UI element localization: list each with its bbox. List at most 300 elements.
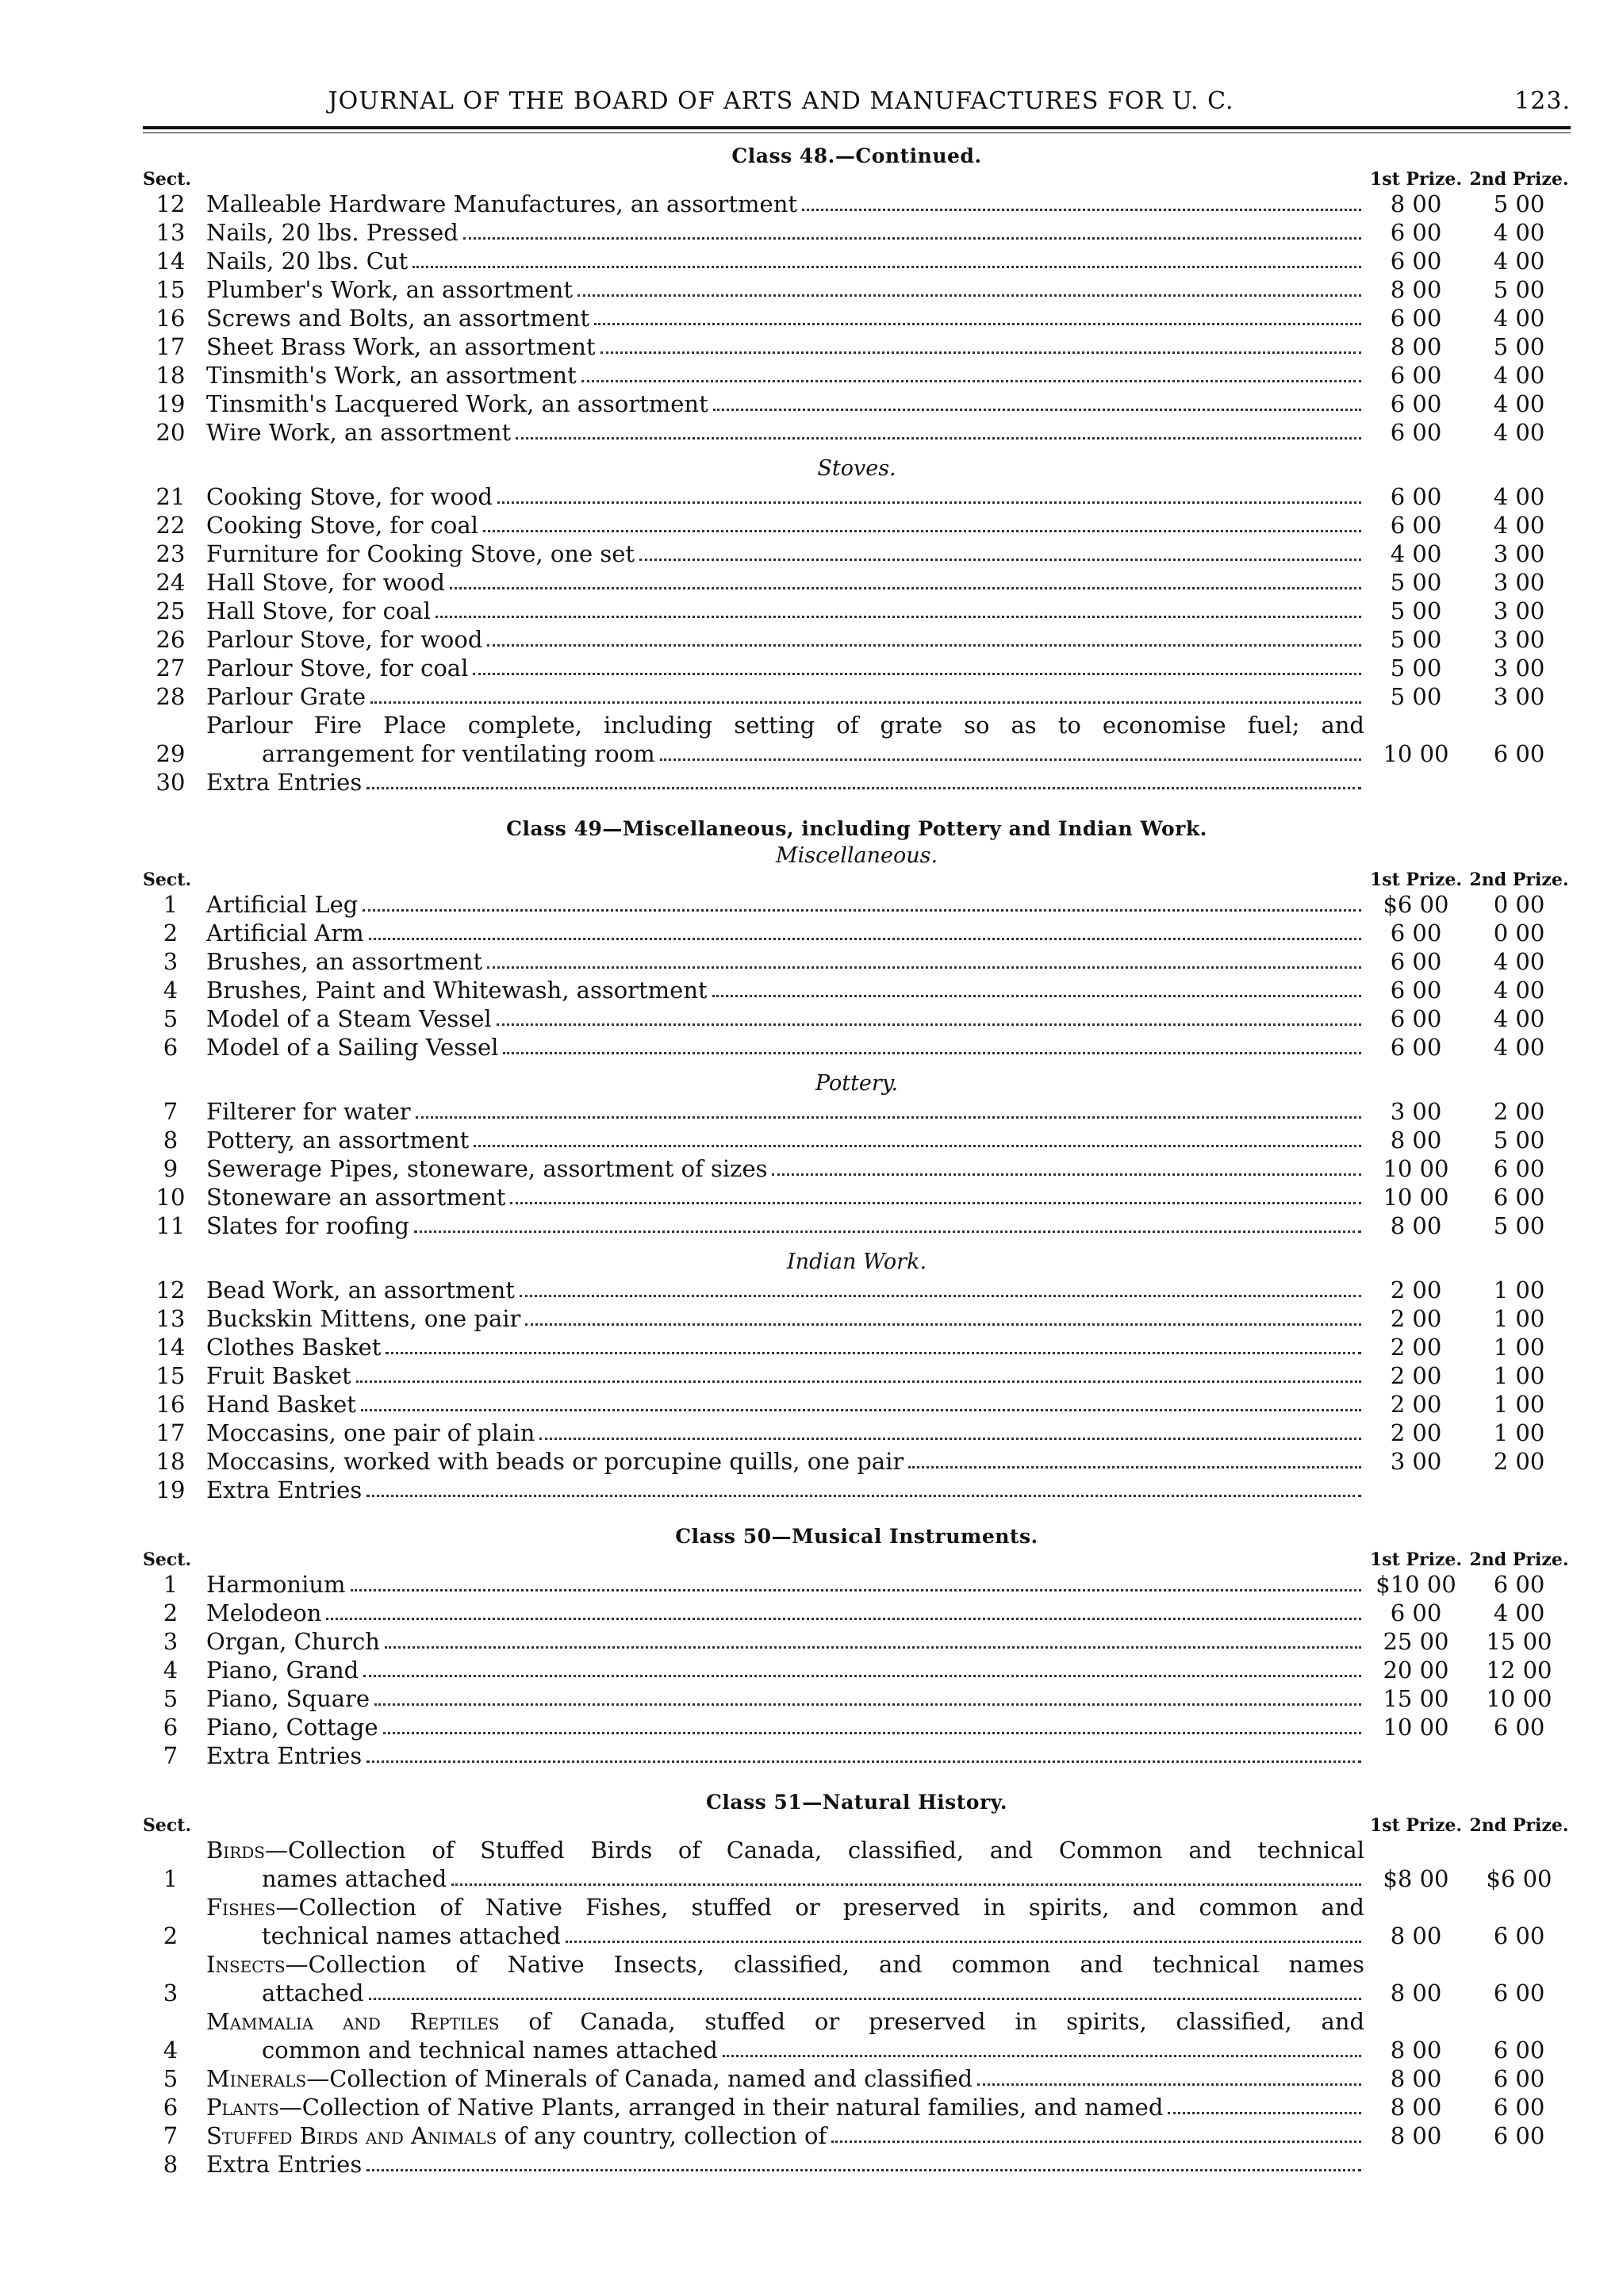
entry-description xyxy=(198,304,1364,332)
sect-number: 28 xyxy=(155,683,186,710)
entry-text: Pottery, an assortment xyxy=(206,1127,470,1154)
entry-text: Furniture for Cooking Stove, one set xyxy=(206,540,635,567)
table-row xyxy=(143,1570,1571,1599)
second-prize: 6 00 xyxy=(1493,2122,1545,2149)
table-row xyxy=(143,1304,1571,1333)
table-row xyxy=(143,2150,1571,2179)
table-row xyxy=(143,597,1571,625)
first-prize: 2 00 xyxy=(1390,1277,1442,1303)
entry-text: Piano, Cottage xyxy=(206,1714,378,1741)
table-row xyxy=(143,1419,1571,1447)
entry-description xyxy=(198,1627,1364,1656)
leader-dots xyxy=(369,938,1361,940)
table-row xyxy=(143,1713,1571,1741)
sect-number: 24 xyxy=(155,569,186,596)
first-prize-label: 1st Prize. xyxy=(1369,169,1463,190)
first-prize: 8 00 xyxy=(1390,333,1442,360)
entry-text: Cooking Stove, for coal xyxy=(206,512,478,539)
second-prize: 5 00 xyxy=(1493,276,1545,303)
first-prize: 2 00 xyxy=(1390,1334,1442,1361)
second-prize: 12 00 xyxy=(1486,1657,1552,1684)
table-row xyxy=(143,304,1571,332)
second-prize: 6 00 xyxy=(1493,1184,1545,1211)
miscellaneous-subtitle: Miscellaneous. xyxy=(775,843,938,868)
first-prize: 6 00 xyxy=(1390,483,1442,510)
entry-text: Buckskin Mittens, one pair xyxy=(206,1305,521,1332)
entry-description xyxy=(198,361,1364,390)
entry-text: Slates for roofing xyxy=(206,1212,409,1239)
second-prize: 2 00 xyxy=(1493,1448,1545,1475)
entry-description xyxy=(198,190,1364,218)
sect-number: 3 xyxy=(163,948,178,975)
entry-text-cont: attached xyxy=(262,1979,364,2006)
leader-dots xyxy=(581,380,1361,382)
leader-dots xyxy=(326,1618,1361,1620)
first-prize: 2 00 xyxy=(1390,1391,1442,1418)
entry-description xyxy=(198,654,1364,682)
sect-number: 4 xyxy=(163,977,178,1004)
sect-number: 21 xyxy=(155,483,186,510)
table-row xyxy=(143,654,1571,682)
entry-description xyxy=(198,1684,1364,1713)
second-prize: 6 00 xyxy=(1493,2065,1545,2092)
leader-dots xyxy=(463,237,1361,240)
sect-number: 7 xyxy=(163,1098,178,1125)
entry-description xyxy=(198,1599,1364,1627)
entry-text: Tinsmith's Work, an assortment xyxy=(206,362,577,389)
entry-text: —Collection of Native Plants, arranged in their natural families, and named xyxy=(278,2094,1164,2121)
first-prize: 5 00 xyxy=(1390,683,1442,710)
second-prize: 10 00 xyxy=(1486,1685,1552,1712)
entry-text: Harmonium xyxy=(206,1571,346,1598)
table-row xyxy=(143,1684,1571,1713)
first-prize: 6 00 xyxy=(1390,219,1442,246)
leader-dots xyxy=(361,1409,1361,1411)
table-row xyxy=(143,539,1571,568)
table-row xyxy=(143,2007,1571,2064)
entry-description xyxy=(198,1476,1364,1504)
first-prize: 10 00 xyxy=(1383,1184,1449,1211)
entry-text: Parlour Fire Place complete, including setting of grate so as to economise fuel; and xyxy=(206,712,1364,739)
table-row xyxy=(143,1741,1571,1770)
leader-dots xyxy=(435,616,1361,618)
second-prize-label: 2nd Prize. xyxy=(1469,1549,1569,1570)
second-prize: 5 00 xyxy=(1493,1212,1545,1239)
entry-text-line xyxy=(206,1950,1364,1979)
leader-dots xyxy=(370,701,1361,704)
second-prize-label: 2nd Prize. xyxy=(1469,1815,1569,1836)
entry-description xyxy=(198,1126,1364,1154)
entry-description xyxy=(198,1570,1364,1599)
sect-label: Sect. xyxy=(143,169,192,190)
entry-description xyxy=(198,1183,1364,1211)
first-prize: 5 00 xyxy=(1390,655,1442,682)
first-prize: 4 00 xyxy=(1390,540,1442,567)
entry-description xyxy=(198,568,1364,597)
sect-number: 16 xyxy=(155,305,186,332)
entry-text: Filterer for water xyxy=(206,1098,411,1125)
second-prize: 2 00 xyxy=(1493,1098,1545,1125)
entry-description xyxy=(198,919,1364,947)
leader-dots xyxy=(577,294,1361,297)
sect-number: 7 xyxy=(163,2122,178,2149)
entry-description xyxy=(198,1836,1364,1893)
sect-number: 2 xyxy=(163,920,178,946)
first-prize: 8 00 xyxy=(1390,1922,1442,1949)
leader-dots xyxy=(363,909,1361,912)
first-prize: 8 00 xyxy=(1390,2065,1442,2092)
sect-number: 4 xyxy=(163,1657,178,1684)
header-rule xyxy=(143,126,1571,129)
pottery-items xyxy=(143,1097,1571,1240)
table-row xyxy=(143,711,1571,768)
sect-number: 6 xyxy=(163,1034,178,1061)
entry-text: Tinsmith's Lacquered Work, an assortment xyxy=(206,390,708,417)
table-row xyxy=(143,919,1571,947)
entry-description xyxy=(198,976,1364,1004)
entry-text: Melodeon xyxy=(206,1599,322,1626)
entry-description xyxy=(198,1713,1364,1741)
leader-dots xyxy=(487,644,1361,647)
entry-text: Wire Work, an assortment xyxy=(206,419,512,446)
entry-description xyxy=(198,2064,1364,2093)
sect-number: 23 xyxy=(155,540,186,567)
class-48-items xyxy=(143,190,1571,447)
leader-dots xyxy=(723,2055,1361,2057)
leader-dots xyxy=(497,501,1361,504)
second-prize: 6 00 xyxy=(1493,2094,1545,2121)
entry-description xyxy=(198,418,1364,447)
entry-text: Hall Stove, for wood xyxy=(206,569,445,596)
second-prize: 6 00 xyxy=(1493,1979,1545,2006)
column-header xyxy=(143,870,1571,890)
table-row xyxy=(143,1950,1571,2007)
second-prize: $6 00 xyxy=(1486,1865,1552,1892)
second-prize-label: 2nd Prize. xyxy=(1469,870,1569,890)
entry-description xyxy=(198,482,1364,511)
sect-number: 8 xyxy=(163,1127,178,1154)
first-prize: 6 00 xyxy=(1390,1599,1442,1626)
entry-description xyxy=(198,2121,1364,2150)
entry-description xyxy=(198,1304,1364,1333)
sect-number: 11 xyxy=(155,1212,186,1239)
sect-number: 18 xyxy=(155,362,186,389)
table-row xyxy=(143,1333,1571,1361)
first-prize: 10 00 xyxy=(1383,740,1449,767)
first-prize-label: 1st Prize. xyxy=(1369,1549,1463,1570)
first-prize: 6 00 xyxy=(1390,948,1442,975)
table-row xyxy=(143,1276,1571,1304)
sect-number: 2 xyxy=(163,1599,178,1626)
table-row xyxy=(143,1447,1571,1476)
leader-dots xyxy=(510,1202,1361,1204)
entry-text: Organ, Church xyxy=(206,1628,380,1655)
stoves-subtitle: Stoves. xyxy=(817,456,896,481)
sect-number: 17 xyxy=(155,1419,186,1446)
entry-description xyxy=(198,1390,1364,1419)
miscellaneous-items xyxy=(143,890,1571,1062)
first-prize: $6 00 xyxy=(1383,891,1449,918)
entry-text: Screws and Bolts, an assortment xyxy=(206,305,590,332)
second-prize: 5 00 xyxy=(1493,190,1545,217)
table-row xyxy=(143,1836,1571,1893)
entry-description xyxy=(198,625,1364,654)
table-row xyxy=(143,218,1571,247)
class-48-title: Class 48.—Continued. xyxy=(731,144,982,167)
page-number: 123. xyxy=(1514,87,1571,115)
second-prize: 4 00 xyxy=(1493,512,1545,539)
table-row xyxy=(143,1361,1571,1390)
entry-text: Extra Entries xyxy=(206,769,363,796)
entry-description xyxy=(198,682,1364,711)
entry-description xyxy=(198,1361,1364,1390)
entry-description xyxy=(198,947,1364,976)
table-row xyxy=(143,190,1571,218)
entry-text-cont: names attached xyxy=(262,1865,447,1892)
leader-dots xyxy=(366,1760,1361,1763)
leader-dots xyxy=(366,1495,1361,1497)
leader-dots xyxy=(772,1173,1361,1176)
second-prize: 0 00 xyxy=(1493,920,1545,946)
indian-work-subtitle: Indian Work. xyxy=(786,1250,927,1274)
class-49-title: Class 49—Miscellaneous, including Pottery and Indian Work. xyxy=(506,817,1207,840)
second-prize: 3 00 xyxy=(1493,626,1545,653)
first-prize: 6 00 xyxy=(1390,390,1442,417)
second-prize: 3 00 xyxy=(1493,655,1545,682)
second-prize: 6 00 xyxy=(1493,1571,1545,1598)
sect-label: Sect. xyxy=(143,870,192,890)
entry-text: Brushes, an assortment xyxy=(206,948,483,975)
class-51-title: Class 51—Natural History. xyxy=(705,1791,1008,1814)
leader-dots xyxy=(386,1352,1361,1354)
table-row xyxy=(143,247,1571,275)
first-prize: 5 00 xyxy=(1390,569,1442,596)
entry-heading: Plants xyxy=(206,2094,279,2121)
sect-number: 6 xyxy=(163,1714,178,1741)
table-row xyxy=(143,1656,1571,1684)
entry-text: Brushes, Paint and Whitewash, assortment xyxy=(206,977,708,1004)
first-prize: 2 00 xyxy=(1390,1362,1442,1389)
first-prize: 3 00 xyxy=(1390,1448,1442,1475)
second-prize: 15 00 xyxy=(1486,1628,1552,1655)
sect-number: 12 xyxy=(155,190,186,217)
second-prize: 4 00 xyxy=(1493,977,1545,1004)
sect-number: 9 xyxy=(163,1155,178,1182)
first-prize: 8 00 xyxy=(1390,276,1442,303)
sect-number: 20 xyxy=(155,419,186,446)
sect-number: 17 xyxy=(155,333,186,360)
sect-number: 22 xyxy=(155,512,186,539)
sect-number: 12 xyxy=(155,1277,186,1303)
second-prize: 5 00 xyxy=(1493,333,1545,360)
second-prize: 4 00 xyxy=(1493,1034,1545,1061)
journal-title: JOURNAL OF THE BOARD OF ARTS AND MANUFACTURES FOR U. C. xyxy=(328,87,1234,115)
second-prize: 6 00 xyxy=(1493,740,1545,767)
first-prize: 6 00 xyxy=(1390,1005,1442,1032)
table-row xyxy=(143,1183,1571,1211)
second-prize: 5 00 xyxy=(1493,1127,1545,1154)
first-prize: 8 00 xyxy=(1390,1979,1442,2006)
second-prize: 4 00 xyxy=(1493,248,1545,275)
sect-number: 4 xyxy=(163,2037,178,2064)
entry-text: Sheet Brass Work, an assortment xyxy=(206,333,596,360)
entry-heading: Minerals xyxy=(206,2065,307,2092)
sect-number: 3 xyxy=(163,1628,178,1655)
entry-text: Piano, Square xyxy=(206,1685,370,1712)
first-prize: 6 00 xyxy=(1390,1034,1442,1061)
first-prize: $8 00 xyxy=(1383,1865,1449,1892)
sect-label: Sect. xyxy=(143,1549,192,1570)
class-50-items xyxy=(143,1570,1571,1741)
first-prize-label: 1st Prize. xyxy=(1369,870,1463,890)
sect-number: 14 xyxy=(155,1334,186,1361)
entry-description xyxy=(198,2007,1364,2064)
second-prize: 1 00 xyxy=(1493,1419,1545,1446)
leader-dots xyxy=(412,266,1361,268)
first-prize: 8 00 xyxy=(1390,2122,1442,2149)
first-prize: 2 00 xyxy=(1390,1305,1442,1332)
page-header xyxy=(143,87,1571,115)
leader-dots xyxy=(520,1295,1361,1297)
second-prize: 1 00 xyxy=(1493,1391,1545,1418)
entry-description xyxy=(198,2093,1364,2121)
entry-description xyxy=(198,711,1364,768)
sect-number: 19 xyxy=(155,390,186,417)
entry-description xyxy=(198,1276,1364,1304)
column-header xyxy=(143,1815,1571,1836)
first-prize: 8 00 xyxy=(1390,1212,1442,1239)
table-row xyxy=(143,1097,1571,1126)
entry-text-cont: arrangement for ventilating room xyxy=(262,740,655,767)
sect-number: 3 xyxy=(163,1979,178,2006)
first-prize: 8 00 xyxy=(1390,190,1442,217)
sect-number: 29 xyxy=(155,740,186,767)
sect-number: 27 xyxy=(155,655,186,682)
entry-description xyxy=(198,539,1364,568)
second-prize: 6 00 xyxy=(1493,1155,1545,1182)
sect-number: 5 xyxy=(163,1005,178,1032)
entry-text: Stoneware an assortment xyxy=(206,1184,506,1211)
entry-text: Parlour Stove, for wood xyxy=(206,626,483,653)
sect-number: 6 xyxy=(163,2094,178,2121)
entry-text: —Collection of Native Fishes, stuffed or preserved in spirits, and common and xyxy=(275,1894,1364,1921)
first-prize: 5 00 xyxy=(1390,597,1442,624)
table-row xyxy=(143,275,1571,304)
table-row xyxy=(143,418,1571,447)
first-prize: 8 00 xyxy=(1390,1127,1442,1154)
leader-dots xyxy=(383,1732,1361,1734)
first-prize: 25 00 xyxy=(1383,1628,1449,1655)
table-row xyxy=(143,1211,1571,1240)
entry-text-cont: technical names attached xyxy=(262,1922,561,1949)
entry-text: Sewerage Pipes, stoneware, assortment of sizes xyxy=(206,1155,768,1182)
table-row xyxy=(143,1126,1571,1154)
entry-text: Extra Entries xyxy=(206,1742,363,1769)
entry-description xyxy=(198,597,1364,625)
entry-text: Moccasins, one pair of plain xyxy=(206,1419,535,1446)
sect-number: 13 xyxy=(155,1305,186,1332)
entry-heading: Fishes xyxy=(206,1894,276,1921)
stoves-items xyxy=(143,482,1571,711)
sect-number: 26 xyxy=(155,626,186,653)
second-prize-label: 2nd Prize. xyxy=(1469,169,1569,190)
table-row xyxy=(143,2121,1571,2150)
first-prize: $10 00 xyxy=(1376,1571,1456,1598)
leader-dots xyxy=(351,1589,1361,1591)
sect-number: 16 xyxy=(155,1391,186,1418)
entry-description xyxy=(198,2150,1364,2179)
leader-dots xyxy=(356,1380,1361,1383)
entry-text: Artificial Leg xyxy=(206,891,359,918)
entry-description xyxy=(198,1033,1364,1062)
leader-dots xyxy=(487,966,1361,969)
sect-number: 15 xyxy=(155,1362,186,1389)
sect-number: 14 xyxy=(155,248,186,275)
leader-dots xyxy=(414,1231,1361,1233)
entry-text-line xyxy=(206,2007,1364,2036)
second-prize: 3 00 xyxy=(1493,540,1545,567)
entry-text: Piano, Grand xyxy=(206,1657,359,1684)
leader-dots xyxy=(450,587,1361,589)
leader-dots xyxy=(473,673,1361,675)
leader-dots xyxy=(451,1883,1361,1886)
table-row xyxy=(143,1390,1571,1419)
entry-text: Bead Work, an assortment xyxy=(206,1277,515,1303)
table-row xyxy=(143,890,1571,919)
table-row xyxy=(143,1033,1571,1062)
first-prize: 6 00 xyxy=(1390,977,1442,1004)
entry-text: Hand Basket xyxy=(206,1391,356,1418)
second-prize: 4 00 xyxy=(1493,305,1545,332)
table-row xyxy=(143,390,1571,418)
sect-label: Sect. xyxy=(143,1815,192,1836)
first-prize: 6 00 xyxy=(1390,248,1442,275)
leader-dots xyxy=(594,323,1361,325)
sect-number: 8 xyxy=(163,2151,178,2178)
table-row xyxy=(143,682,1571,711)
first-prize: 20 00 xyxy=(1383,1657,1449,1684)
second-prize: 1 00 xyxy=(1493,1305,1545,1332)
entry-heading: Insects xyxy=(206,1951,286,1978)
table-row xyxy=(143,361,1571,390)
second-prize: 6 00 xyxy=(1493,2037,1545,2064)
first-prize: 3 00 xyxy=(1390,1098,1442,1125)
leader-dots xyxy=(516,437,1361,440)
table-row xyxy=(143,947,1571,976)
leader-dots xyxy=(566,1941,1361,1943)
table-row xyxy=(143,1004,1571,1033)
table-row xyxy=(143,625,1571,654)
entry-text: Cooking Stove, for wood xyxy=(206,483,493,510)
indian-work-items xyxy=(143,1276,1571,1476)
sect-number: 1 xyxy=(163,1571,178,1598)
table-row xyxy=(143,482,1571,511)
entry-heading: Stuffed Birds and Animals xyxy=(206,2122,497,2149)
first-prize: 10 00 xyxy=(1383,1714,1449,1741)
entry-text: —Collection of Native Insects, classified, and common and technical names xyxy=(285,1951,1364,1978)
sect-number: 10 xyxy=(155,1184,186,1211)
leader-dots xyxy=(802,209,1361,211)
leader-dots xyxy=(660,758,1361,761)
first-prize: 8 00 xyxy=(1390,2094,1442,2121)
table-row xyxy=(143,1154,1571,1183)
table-row xyxy=(143,568,1571,597)
table-row xyxy=(143,1893,1571,1950)
sect-number: 1 xyxy=(163,1865,178,1892)
entry-description xyxy=(198,1004,1364,1033)
entry-text: Nails, 20 lbs. Cut xyxy=(206,248,409,275)
first-prize: 6 00 xyxy=(1390,362,1442,389)
